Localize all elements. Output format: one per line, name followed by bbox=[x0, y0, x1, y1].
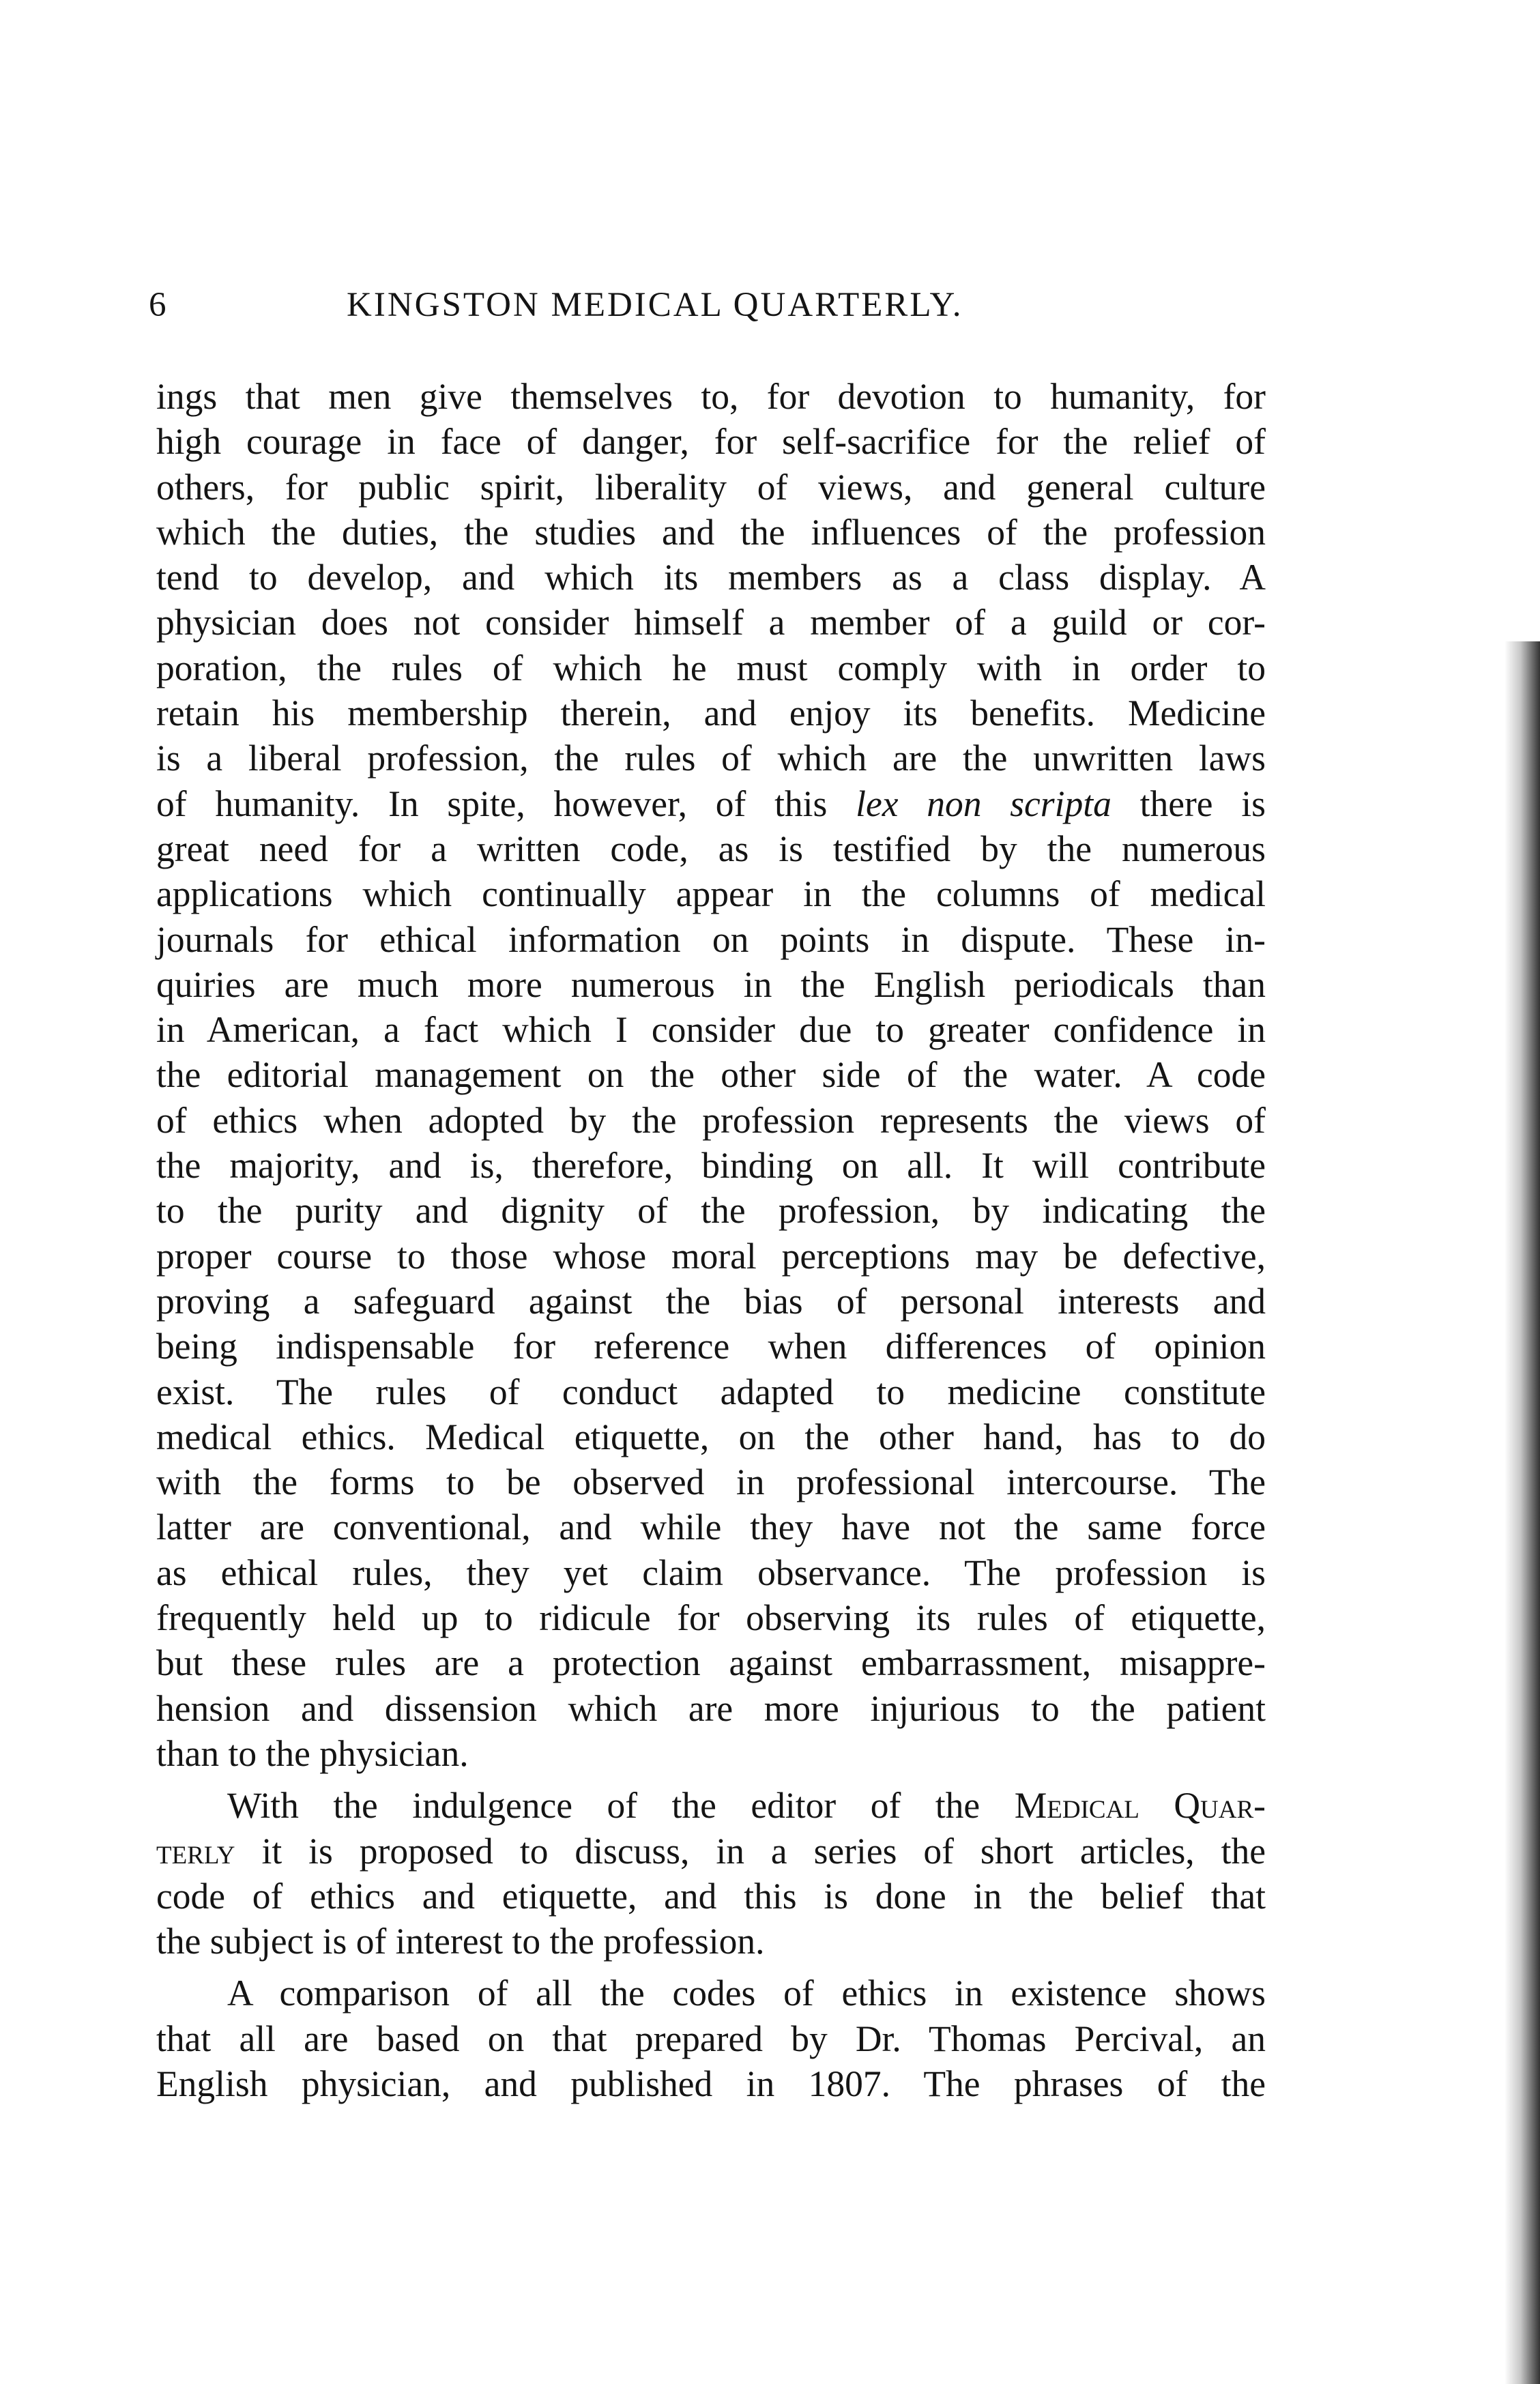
text-line: that all are based on that prepared by Dr. Thomas Percival, an bbox=[156, 2018, 1266, 2059]
text-line: than to the physician. bbox=[156, 1732, 469, 1774]
text-line: being indispensable for reference when differences of opinion bbox=[156, 1326, 1266, 1367]
text-line: medical ethics. Medical etiquette, on the other hand, has to do bbox=[156, 1416, 1266, 1457]
text-line: retain his membership therein, and enjoy its benefits. Medicine bbox=[156, 693, 1266, 734]
text-line: in American, a fact which I consider due to greater confidence in bbox=[156, 1009, 1266, 1051]
text-line: as ethical rules, they yet claim observance. The profession is bbox=[156, 1552, 1266, 1593]
text-line: applications which continually appear in the columns of medical bbox=[156, 873, 1266, 915]
text-line: great need for a written code, as is testified by the numerous bbox=[156, 828, 1266, 869]
text-segment: there is bbox=[1111, 783, 1266, 824]
paragraph-3 bbox=[156, 1971, 1266, 2106]
text-line: is a liberal profession, the rules of which are the unwritten laws bbox=[156, 738, 1266, 779]
text-line: but these rules are a protection against embarrassment, misappre- bbox=[156, 1642, 1266, 1684]
text-line: journals for ethical information on points in dispute. These in- bbox=[156, 918, 1266, 960]
body-text bbox=[156, 374, 1266, 2106]
latin-phrase: lex non scripta bbox=[856, 783, 1112, 824]
text-line: hension and dissension which are more injurious to the patient bbox=[156, 1687, 1266, 1729]
text-line: proving a safeguard against the bias of personal interests and bbox=[156, 1280, 1266, 1322]
text-segment: it is proposed to discuss, in a series of short articles, the bbox=[235, 1830, 1266, 1872]
text-line bbox=[156, 1783, 1266, 1828]
text-line bbox=[156, 1829, 1266, 1874]
text-line: with the forms to be observed in professional intercourse. The bbox=[156, 1462, 1266, 1503]
text-line: which the duties, the studies and the influences of the profession bbox=[156, 511, 1266, 553]
text-line: physician does not consider himself a member of a guild or cor- bbox=[156, 602, 1266, 643]
text-line: the majority, and is, therefore, binding on all. It will contribute bbox=[156, 1145, 1266, 1187]
text-line bbox=[156, 781, 1266, 826]
text-line: the subject is of interest to the profession. bbox=[156, 1921, 765, 1962]
text-line: to the purity and dignity of the profession, by indicating the bbox=[156, 1190, 1266, 1232]
text-line: tend to develop, and which its members as a class display. A bbox=[156, 557, 1266, 598]
text-line: quiries are much more numerous in the English periodicals than bbox=[156, 963, 1266, 1005]
journal-name: terly bbox=[156, 1830, 235, 1872]
page-edge-shadow bbox=[1505, 641, 1540, 2384]
text-line: exist. The rules of conduct adapted to medicine constitute bbox=[156, 1371, 1266, 1412]
page-number: 6 bbox=[149, 286, 169, 324]
text-line: code of ethics and etiquette, and this is done in the belief that bbox=[156, 1875, 1266, 1917]
text-line: poration, the rules of which he must comply with in order to bbox=[156, 647, 1266, 688]
text-line: others, for public spirit, liberality of views, and general culture bbox=[156, 466, 1266, 508]
text-line: of ethics when adopted by the profession represents the views of bbox=[156, 1099, 1266, 1141]
text-line: A comparison of all the codes of ethics in existence shows bbox=[227, 1973, 1266, 2014]
text-line: ings that men give themselves to, for devotion to humanity, for bbox=[156, 376, 1266, 417]
journal-name: Medical Quar- bbox=[1014, 1785, 1266, 1827]
text-line: high courage in face of danger, for self-sacrifice for the relief of bbox=[156, 421, 1266, 463]
paragraph-1 bbox=[156, 374, 1266, 1776]
text-line: the editorial management on the other side of the water. A code bbox=[156, 1054, 1266, 1096]
running-head bbox=[149, 285, 1261, 340]
text-line: latter are conventional, and while they have not the same force bbox=[156, 1507, 1266, 1548]
text-line: English physician, and published in 1807. The phrases of the bbox=[156, 2063, 1266, 2104]
text-segment: With the indulgence of the editor of the bbox=[227, 1785, 1015, 1827]
journal-title: KINGSTON MEDICAL QUARTERLY. bbox=[347, 286, 963, 324]
paragraph-2 bbox=[156, 1783, 1266, 1964]
text-line: proper course to those whose moral perceptions may be defective, bbox=[156, 1235, 1266, 1277]
text-segment: of humanity. In spite, however, of this bbox=[156, 783, 856, 824]
text-line: frequently held up to ridicule for observing its rules of etiquette, bbox=[156, 1597, 1266, 1639]
